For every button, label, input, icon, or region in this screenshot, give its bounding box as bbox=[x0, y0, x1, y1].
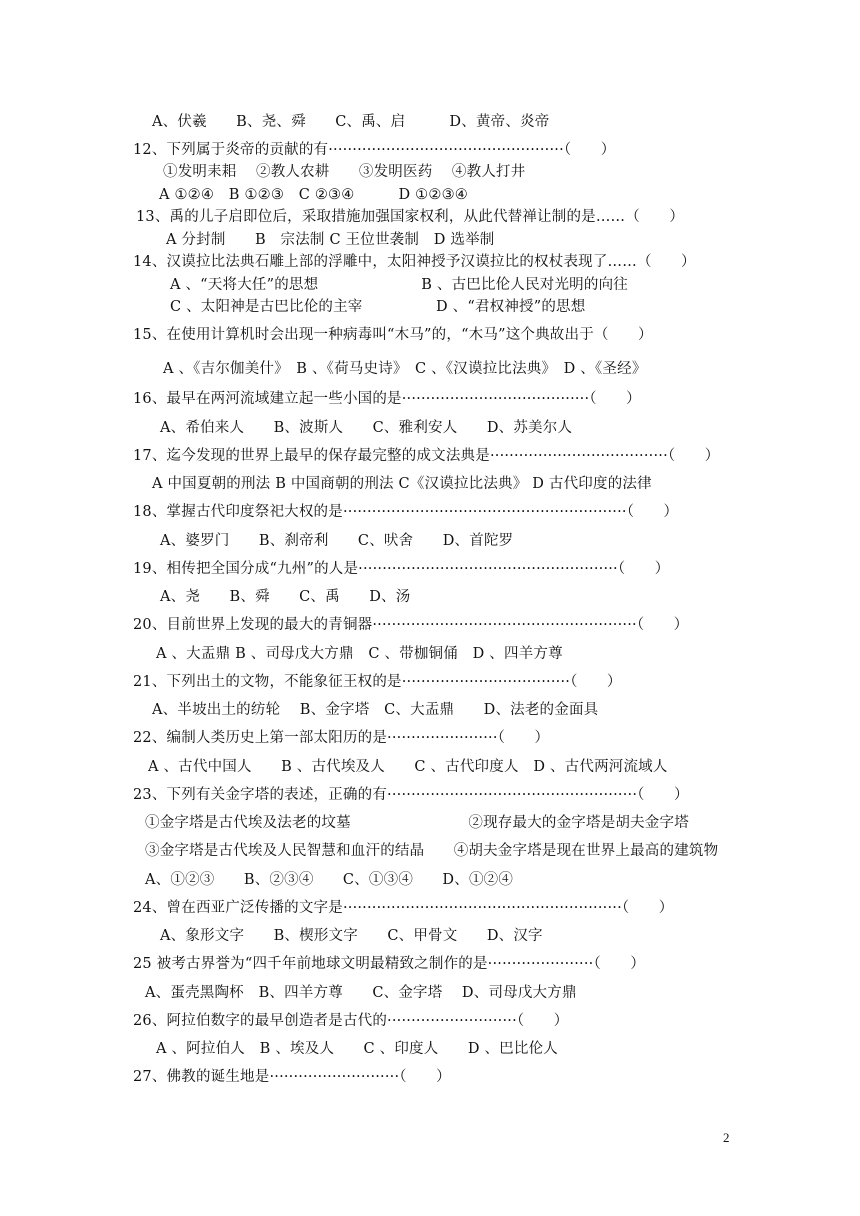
option-line: A、希伯来人 B、波斯人 C、雅利安人 D、苏美尔人 bbox=[160, 420, 573, 436]
question-25: 25 被考古界誉为“四千年前地球文明最精致之制作的是······················（ ） bbox=[133, 956, 646, 972]
option-line: A、蛋壳黑陶杯 B、四羊方尊 C、金字塔 D、司母戊大方鼎 bbox=[145, 985, 577, 1001]
option-line: A、象形文字 B、楔形文字 C、甲骨文 D、汉字 bbox=[160, 928, 543, 944]
option-line: A、①②③ B、②③④ C、①③④ D、①②④ bbox=[145, 872, 514, 888]
option-line: A 、古代中国人 B 、古代埃及人 C 、古代印度人 D 、古代两河流域人 bbox=[148, 759, 668, 775]
option-line: A 、“天将大任”的思想 B 、古巴比伦人民对光明的向往 bbox=[170, 277, 628, 293]
question-16: 16、最早在两河流域建立起一些小国的是·······································（ ） bbox=[133, 391, 641, 407]
question-14: 14、汉谟拉比法典石雕上部的浮雕中，太阳神授予汉谟拉比的权杖表现了……（ ） bbox=[133, 254, 696, 270]
question-13: 13、禹的儿子启即位后，采取措施加强国家权利，从此代替禅让制的是……（ ） bbox=[136, 209, 685, 225]
option-line: A、伏羲 B、尧、舜 C、禹、启 D、黄帝、炎帝 bbox=[152, 114, 550, 130]
option-line: A、婆罗门 B、刹帝利 C、吠舍 D、首陀罗 bbox=[160, 533, 514, 549]
question-18: 18、掌握古代印度祭祀大权的是···························································（ ） bbox=[133, 504, 679, 520]
option-line: A 中国夏朝的刑法 B 中国商朝的刑法 C《汉谟拉比法典》 D 古代印度的法律 bbox=[152, 476, 652, 492]
question-17: 17、迄今发现的世界上最早的保存最完整的成文法典是·····································（ ） bbox=[133, 448, 720, 464]
question-19: 19、相传把全国分成“九州”的人是······················································（ ） bbox=[133, 561, 670, 577]
option-line: A、半坡出土的纺轮 B、金字塔 C、大盂鼎 D、法老的金面具 bbox=[152, 702, 599, 718]
option-line: ①金字塔是古代埃及法老的坟墓 ②现存最大的金字塔是胡夫金字塔 bbox=[145, 815, 689, 831]
option-line: A 、大盂鼎 B 、司母戊大方鼎 C 、带枷铜俑 D 、四羊方尊 bbox=[156, 646, 563, 662]
option-line: A 、阿拉伯人 B 、埃及人 C 、印度人 D 、巴比伦人 bbox=[156, 1041, 558, 1057]
option-line: C 、太阳神是古巴比伦的主宰 D 、“君权神授”的思想 bbox=[170, 299, 586, 315]
question-22: 22、编制人类历史上第一部太阳历的是·······················（ ） bbox=[133, 730, 550, 746]
question-24: 24、曾在西亚广泛传播的文字是··························································（ ） bbox=[133, 900, 674, 916]
question-27: 27、佛教的诞生地是···························（ ） bbox=[133, 1069, 451, 1085]
option-line: ③金字塔是古代埃及人民智慧和血汗的结晶 ④胡夫金字塔是现在世界上最高的建筑物 bbox=[145, 843, 719, 859]
option-line: ①发明耒耜 ②教人农耕 ③发明医药 ④教人打井 bbox=[163, 164, 526, 180]
question-26: 26、阿拉伯数字的最早创造者是古代的···························（ ） bbox=[133, 1013, 569, 1029]
page-number: 2 bbox=[723, 1130, 730, 1145]
option-line: A、尧 B、舜 C、禹 D、汤 bbox=[160, 589, 411, 605]
option-line: A 、《吉尔伽美什》 B 、《荷马史诗》 C 、《汉谟拉比法典》 D 、《圣经》 bbox=[163, 361, 647, 377]
question-20: 20、目前世界上发现的最大的青铜器·······················································（ ） bbox=[133, 617, 689, 633]
question-15: 15、在使用计算机时会出现一种病毒叫“木马”的，“木马”这个典故出于（ ） bbox=[133, 327, 653, 343]
option-line: A ①②④ B ①②③ C ②③④ D ①②③④ bbox=[159, 187, 468, 203]
question-23: 23、下列有关金字塔的表述，正确的有····················································（ ） bbox=[133, 787, 689, 803]
question-21: 21、下列出土的文物，不能象征王权的是···································（ ） bbox=[133, 674, 622, 690]
option-line: A 分封制 B 宗法制 C 王位世袭制 D 选举制 bbox=[166, 232, 495, 248]
question-12: 12、下列属于炎帝的贡献的有·················································（ ） bbox=[133, 142, 616, 158]
